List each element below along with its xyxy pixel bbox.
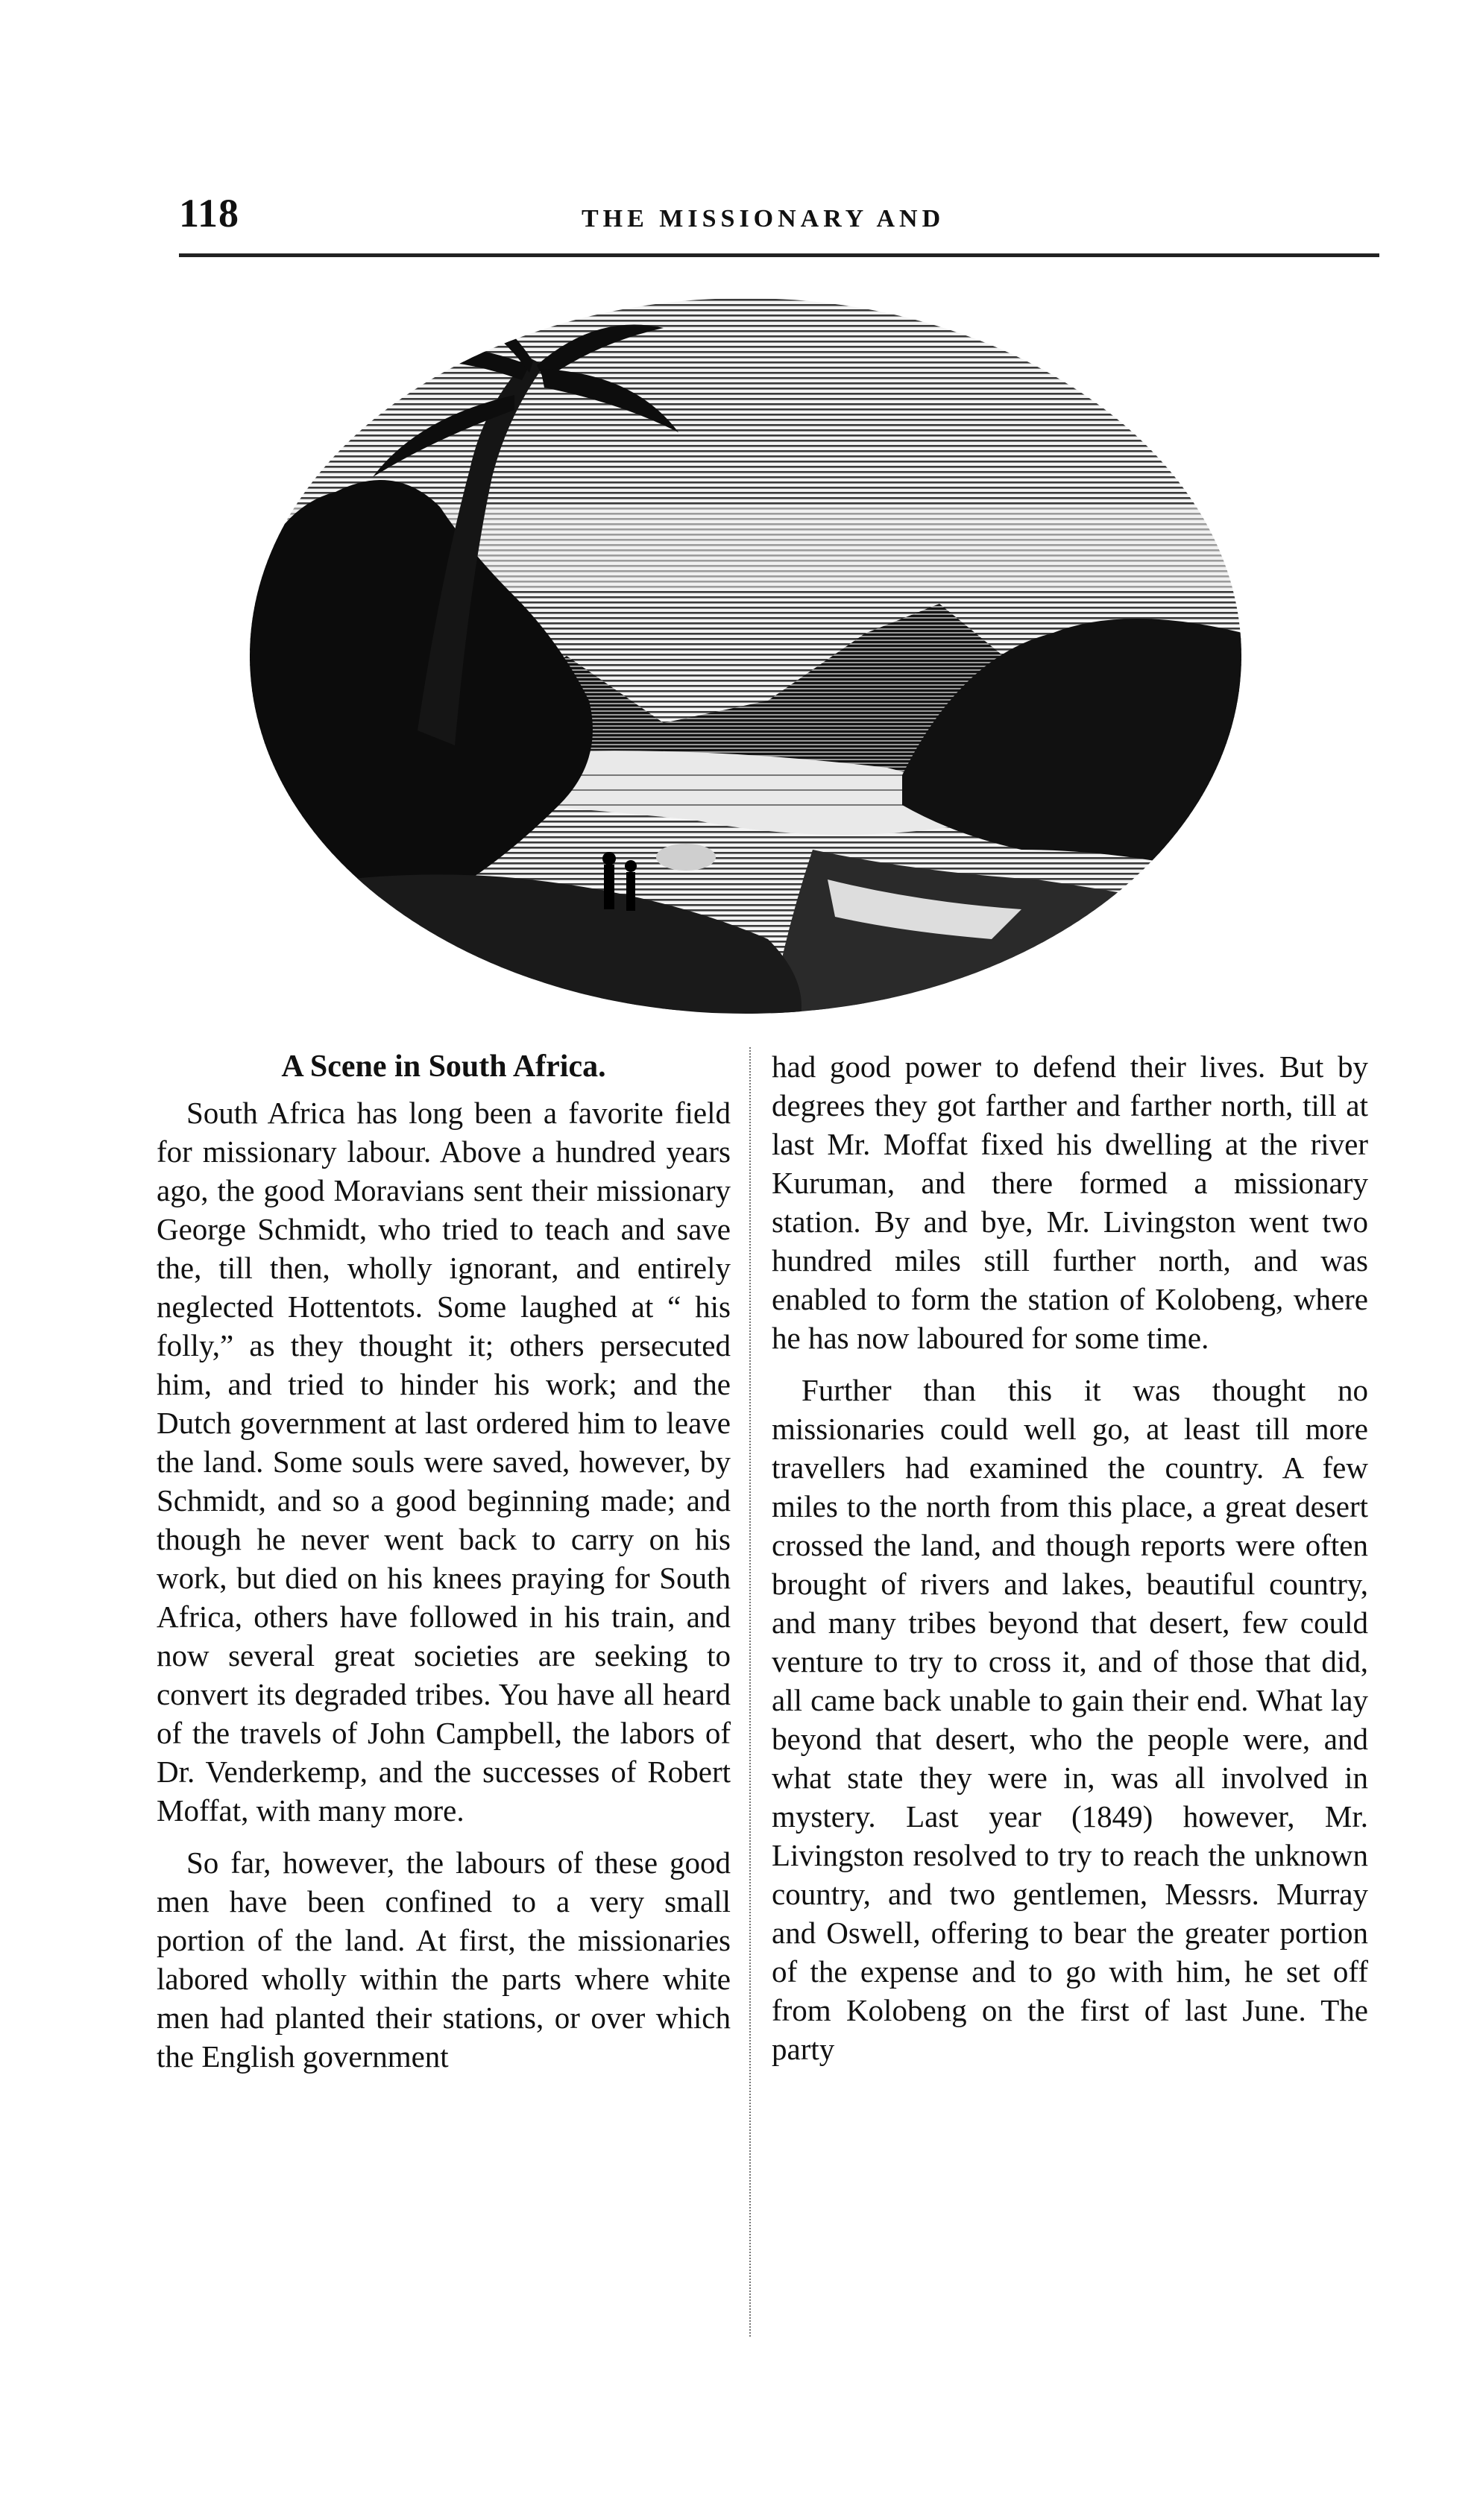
article-title: A Scene in South Africa. [281, 1049, 606, 1084]
text-column-left [157, 1047, 731, 2089]
page-header [179, 190, 1387, 250]
engraving-south-african-landscape-icon [246, 283, 1245, 1029]
paragraph: Further than this it was thought no missionaries could well go, at least till more travellers had examined the country. A few miles to the north from this place, a great desert crossed the land, and though reports were often brought of rivers and lakes, beautiful country, and many tribes beyond that desert, few could venture to try to cross it, and of those that did, all came back unable to gain their end. What lay beyond that desert, who the people were, and what state they were in, was all involved in mystery. Last year (1849) however, Mr. Livingston resolved to try to reach the unknown country, and two gentlemen, Messrs. Murray and Oswell, offering to bear the greater portion of the expense and to go with him, he set off from Kolobeng on the first of last June. The party [772, 1373, 1368, 2066]
text-column-right [772, 1047, 1368, 2082]
header-rule [179, 253, 1379, 257]
column-divider [749, 1047, 751, 2337]
paragraph: So far, however, the labours of these good men have been confined to a very small portion of the land. At first, the missionaries labored wholly within the parts where white men had planted their stations, or over which the English government [157, 1845, 731, 2074]
paragraph: had good power to defend their lives. But by degrees they got farther and farther north, till at last Mr. Moffat fixed his dwelling at the river Kuruman, and there formed a missionary station. By and bye, Mr. Livingston went two hundred miles still further north, and was enabled to form the station of Kolobeng, where he has now laboured for some time. [772, 1049, 1368, 1355]
page-number: 118 [179, 191, 240, 236]
paragraph: South Africa has long been a favorite field for missionary labour. Above a hundred years ago, the good Moravians sent their missionary George Schmidt, who tried to teach and save the, till then, wholly ignorant, and entirely neglected Hottentots. Some laughed at “ his folly,” as they thought it; others persecuted him, and tried to hinder his work; and the Dutch government at last ordered him to leave the land. Some souls were saved, however, by Schmidt, and so a good beginning made; and though he never went back to carry on his work, but died on his knees praying for South Africa, others have followed in his train, and now several great societies are seeking to convert its degraded tribes. You have all heard of the travels of John Campbell, the labors of Dr. Venderkemp, and the successes of Robert Moffat, with many more. [157, 1096, 731, 1828]
running-head: THE MISSIONARY AND [582, 205, 945, 233]
